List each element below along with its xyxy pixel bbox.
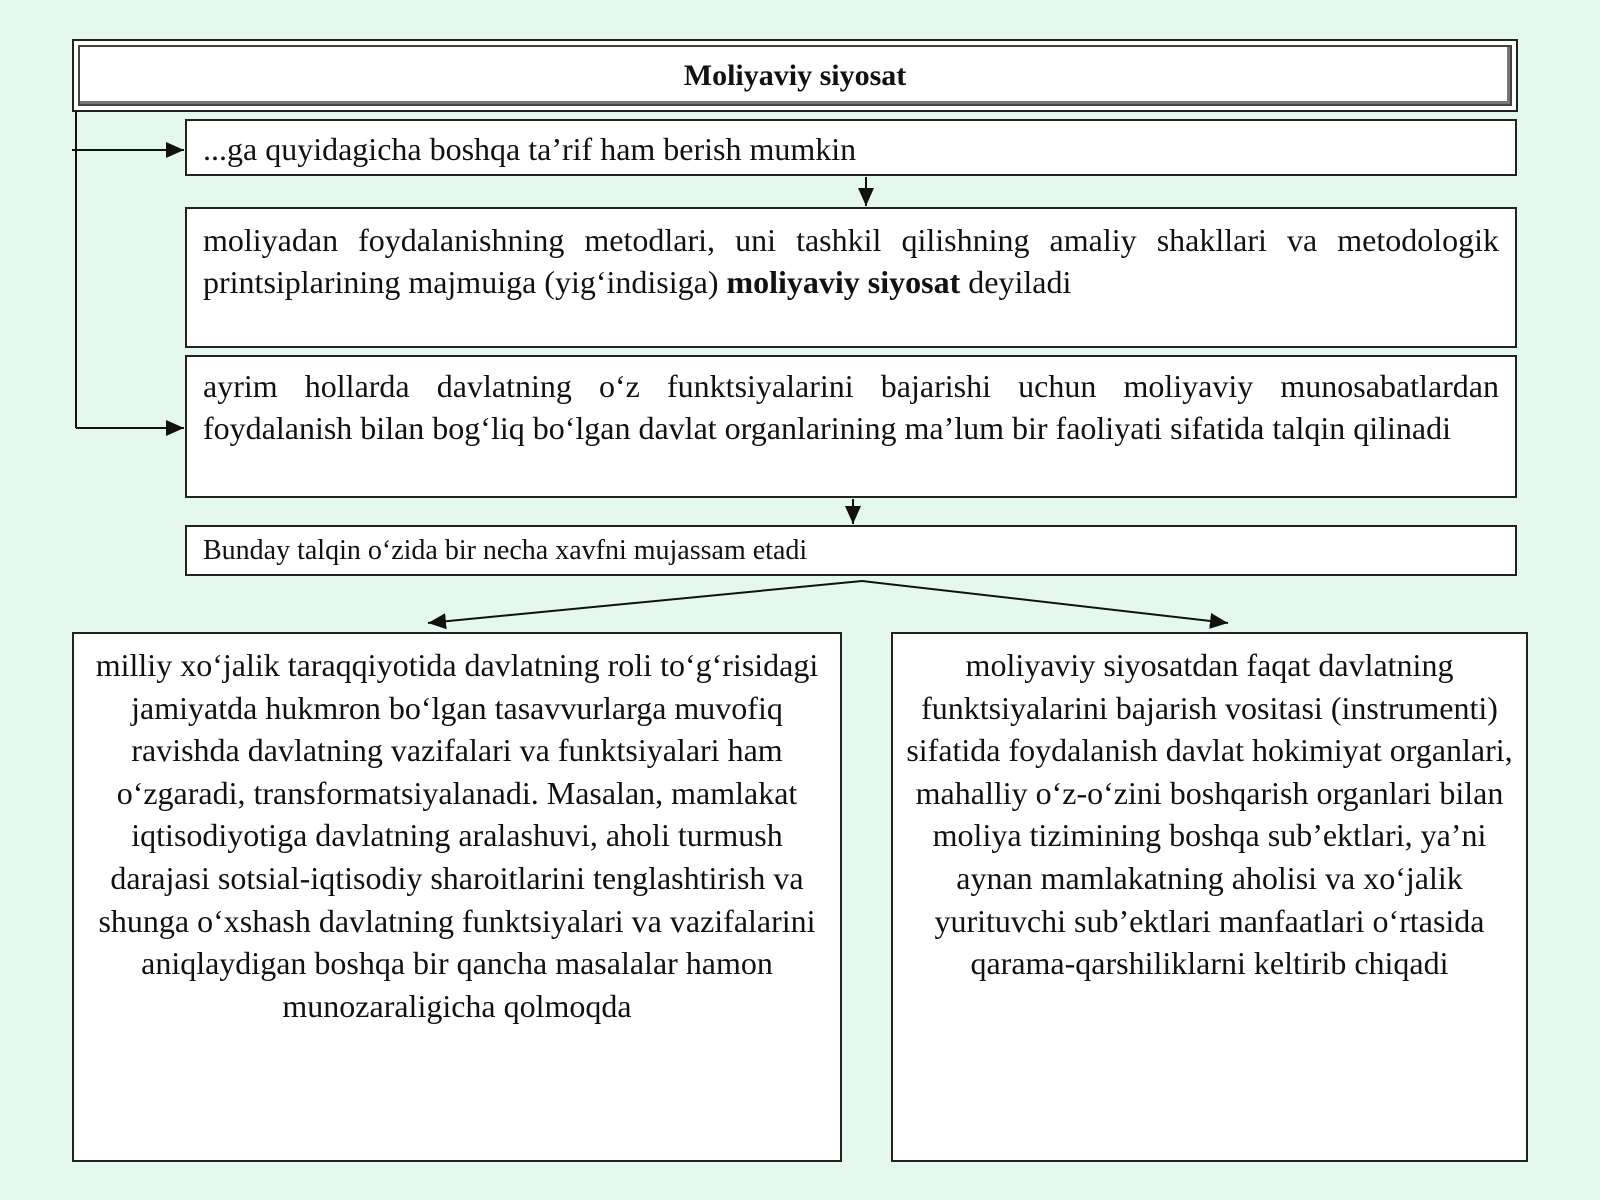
definition-1-after: deyiladi <box>960 264 1072 300</box>
risk-left-text: milliy xo‘jalik taraqqiyotida davlatning roli to‘g‘risidagi jamiyatda hukmron bo‘lgan tasavvurlarga muvofiq ravishda davlatning vazifalari va funktsiyalari ham o‘zgaradi, transformatsiyalanadi. Masalan, mamlakat iqtisodiyotiga davlatning aralashuvi, aholi turmush darajasi sotsial-iqtisodiy sharoitlarini tenglashtirish va shunga o‘xshash davlatning funktsiyalari va vazifalarini aniqlaydigan boshqa bir qancha masalalar hamon munozaraligicha qolmoqda <box>95 647 819 1024</box>
risk-left-box <box>72 632 842 1162</box>
title-box <box>72 39 1518 112</box>
definition-2-text: ayrim hollarda davlatning o‘z funktsiyalarini bajarishi uchun moliyaviy munosabatlardan foydalanish bilan bog‘liq bo‘lgan davlat organlarining ma’lum bir faoliyati sifatida talqin qilinadi <box>203 368 1499 446</box>
arrow-risks-to-right <box>862 581 1228 623</box>
definition-1-bold: moliyaviy siyosat <box>726 264 961 300</box>
diagram-title: Moliyaviy siyosat <box>683 58 907 92</box>
risk-right-text: moliyaviy siyosatdan faqat davlatning funktsiyalarini bajarish vositasi (instrumenti) sifatida foydalanish davlat hokimiyat organlari, mahalliy o‘z-o‘zini boshqarish organlari bilan moliya tizimining boshqa sub’ektlari, ya’ni aynan mamlakatning aholisi va xo‘jalik yurituvchi sub’ektlari manfaatlari o‘rtasida qarama-qarshiliklarni keltirib chiqadi <box>906 647 1513 982</box>
definition-1-box <box>185 207 1517 348</box>
intro-box <box>185 119 1517 176</box>
definition-1-before: moliyadan foydalanishning metodlari, uni tashkil qilishning amaliy shakllari va metodologik printsiplarining majmuiga (yig‘indisiga) <box>203 222 1499 300</box>
risks-header-text: Bunday talqin o‘zida bir necha xavfni mujassam etadi <box>203 535 808 566</box>
risk-right-box <box>891 632 1528 1162</box>
definition-2-box <box>185 355 1517 498</box>
arrow-risks-to-left <box>428 581 862 623</box>
definition-1-text <box>203 219 1499 303</box>
risks-header-box <box>185 525 1517 576</box>
intro-text: ...ga quyidagicha boshqa ta’rif ham berish mumkin <box>203 131 857 167</box>
